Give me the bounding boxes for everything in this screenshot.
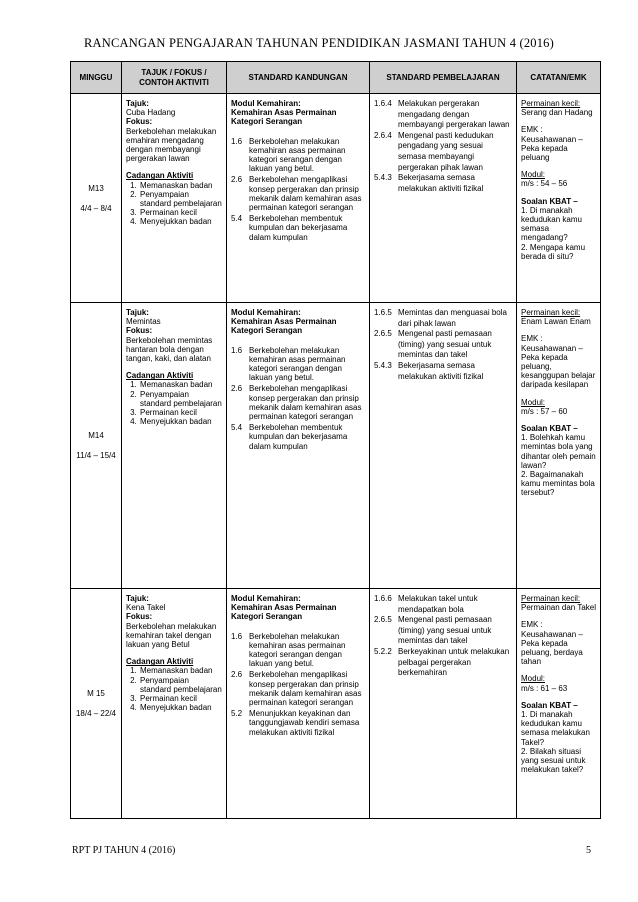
fokus-label: Fokus: xyxy=(126,612,153,622)
week-number: M 15 xyxy=(87,689,105,698)
fokus-label: Fokus: xyxy=(126,117,153,127)
modul-title: Kemahiran Asas Permainan Kategori Serangan xyxy=(231,317,337,336)
list-item: 3. Permainan kecil xyxy=(139,694,222,703)
sk-code: 5.4 xyxy=(231,423,243,433)
sp-code: 5.4.3 xyxy=(374,360,392,370)
emk-text: Keusahawanan – Peka kepada peluang xyxy=(521,134,583,163)
tajuk-text: Kena Takel xyxy=(126,603,166,613)
sp-item xyxy=(374,308,512,329)
sk-text: Berkebolehan melakukan kemahiran asas permainan kategori serangan dengan lakuan yang betul. xyxy=(249,345,346,383)
permainan-label: Permainan kecil: xyxy=(521,594,581,603)
catatan-cell xyxy=(517,589,601,819)
sp-code: 1.6.6 xyxy=(374,594,392,603)
tajuk-text: Memintas xyxy=(126,317,161,327)
permainan-text: Enam Lawan Enam xyxy=(521,317,591,327)
sp-text: Memintas dan menguasai bola dari pihak lawan xyxy=(398,308,507,328)
permainan-label: Permainan kecil: xyxy=(521,99,581,108)
table-row xyxy=(71,303,601,589)
kbat-question: 1. Bolehkah kamu memintas bola yang dihantar oleh pemain lawan? xyxy=(521,433,596,470)
page-number: 5 xyxy=(586,845,591,856)
catatan-cell xyxy=(517,94,601,303)
sp-code: 2.6.4 xyxy=(374,130,392,140)
list-item: 2. Penyampaian standard pembelajaran xyxy=(139,190,222,208)
sk-code: 2.6 xyxy=(231,175,243,185)
sk-text: Berkebolehan mengaplikasi konsep pergerakan dan prinsip mekanik dalam kemahiran asas permainan kategori serangan xyxy=(249,384,362,422)
tajuk-label: Tajuk: xyxy=(126,99,149,108)
sp-text: Mengenal pasti pemasaan (timing) yang sesuai untuk memintas dan takel xyxy=(398,615,492,646)
sk-text: Berkebolehan mengaplikasi konsep pergerakan dan prinsip mekanik dalam kemahiran asas permainan kategori serangan xyxy=(249,670,362,708)
cadangan-label: Cadangan Aktiviti xyxy=(126,171,194,181)
sp-code: 5.2.2 xyxy=(374,646,392,656)
standard-pembelajaran-cell xyxy=(370,589,517,819)
header-tajuk: TAJUK / FOKUS / CONTOH AKTIVITI xyxy=(122,62,227,94)
sk-code: 2.6 xyxy=(231,670,243,680)
week-cell xyxy=(71,94,122,303)
list-item: 1. Memanaskan badan xyxy=(139,666,222,675)
emk-label: EMK : xyxy=(521,334,543,344)
sp-item xyxy=(374,99,512,131)
sp-text: Bekerjasama semasa melakukan aktiviti fizikal xyxy=(398,173,484,193)
sp-code: 2.6.5 xyxy=(374,329,392,339)
header-standard-pembelajaran: STANDARD PEMBELAJARAN xyxy=(370,62,517,94)
sp-code: 2.6.5 xyxy=(374,615,392,625)
kbat-label: Soalan KBAT – xyxy=(521,700,578,710)
tajuk-label: Tajuk: xyxy=(126,308,149,317)
week-dates: 4/4 – 8/4 xyxy=(80,203,112,213)
modul-label: Modul Kemahiran: xyxy=(231,99,301,108)
sp-item xyxy=(374,329,512,361)
emk-label: EMK : xyxy=(521,125,543,135)
list-item: 3. Permainan kecil xyxy=(139,408,222,417)
header-catatan: CATATAN/EMK xyxy=(517,62,601,94)
modul-ref-label: Modul: xyxy=(521,170,546,180)
sp-text: Melakukan takel untuk mendapatkan bola xyxy=(398,594,478,614)
kbat-label: Soalan KBAT – xyxy=(521,196,578,206)
sp-item xyxy=(374,173,512,194)
list-item: 4. Menyejukkan badan xyxy=(139,703,222,712)
standard-kandungan-cell xyxy=(227,94,370,303)
modul-label: Modul Kemahiran: xyxy=(231,308,301,317)
cadangan-label: Cadangan Aktiviti xyxy=(126,657,194,667)
modul-title: Kemahiran Asas Permainan Kategori Serangan xyxy=(231,603,337,622)
week-cell xyxy=(71,589,122,819)
sp-item xyxy=(374,647,512,679)
sk-item xyxy=(231,346,365,383)
sk-text: Menunjukkan keyakinan dan tanggungjawab kendiri semasa melakukan aktiviti fizikal xyxy=(249,709,360,737)
sk-item xyxy=(231,214,365,242)
standard-pembelajaran-cell xyxy=(370,94,517,303)
tajuk-label: Tajuk: xyxy=(126,594,149,603)
kbat-question: 1. Di manakah kedudukan kamu semasa melakukan Takel? xyxy=(521,710,590,747)
list-item: 4. Menyejukkan badan xyxy=(139,217,222,226)
modul-ref-label: Modul: xyxy=(521,397,546,407)
activity-list xyxy=(126,666,222,712)
modul-ref-text: m/s : 54 – 56 xyxy=(521,179,568,189)
sk-item xyxy=(231,384,365,421)
list-item: 1. Memanaskan badan xyxy=(139,380,222,389)
tajuk-text: Cuba Hadang xyxy=(126,108,176,118)
sp-code: 1.6.5 xyxy=(374,308,392,317)
fokus-text: Berkebolehan melakukan emahiran mengadang dengan membayangi pergerakan lawan xyxy=(126,126,217,164)
sk-item xyxy=(231,137,365,174)
kbat-question: 1. Di manakah kedudukan kamu semasa mengadang? xyxy=(521,205,582,243)
sp-item xyxy=(374,594,512,615)
sp-text: Berkeyakinan untuk melakukan pelbagai pergerakan berkemahiran xyxy=(398,646,510,678)
modul-ref-text: m/s : 61 – 63 xyxy=(521,683,568,693)
sp-item xyxy=(374,361,512,382)
sp-item xyxy=(374,131,512,173)
sk-text: Berkebolehan melakukan kemahiran asas permainan kategori serangan dengan lakuan yang betul. xyxy=(249,631,346,669)
list-item: 3. Permainan kecil xyxy=(139,208,222,217)
footer-document-label: RPT PJ TAHUN 4 (2016) xyxy=(72,845,176,856)
sp-code: 5.4.3 xyxy=(374,173,392,183)
tajuk-cell xyxy=(122,94,227,303)
modul-ref-label: Modul: xyxy=(521,674,546,684)
week-number: M13 xyxy=(88,183,104,193)
fokus-text: Berkebolehan melakukan kemahiran takel dengan lakuan yang Betul xyxy=(126,621,217,650)
fokus-label: Fokus: xyxy=(126,326,153,336)
fokus-text: Berkebolehan memintas hantaran bola dengan tangan, kaki, dan alatan xyxy=(126,335,213,364)
standard-kandungan-cell xyxy=(227,589,370,819)
sp-item xyxy=(374,615,512,647)
emk-text: Keusahawanan – Peka kepada peluang, kesanggupan belajar daripada kesilapan xyxy=(521,343,596,390)
sk-code: 1.6 xyxy=(231,345,243,355)
emk-text: Keusahawanan – Peka kepada peluang, berdaya tahan xyxy=(521,629,583,667)
sk-item xyxy=(231,709,365,737)
kbat-question: 2. Bilakah situasi yang sesuai untuk melakukan takel? xyxy=(521,746,586,775)
kbat-question: 2. Bagaimanakah kamu memintas bola tersebut? xyxy=(521,470,595,498)
list-item: 4. Menyejukkan badan xyxy=(139,417,222,426)
sk-code: 5.4 xyxy=(231,214,243,224)
tajuk-cell xyxy=(122,589,227,819)
sp-text: Mengenal pasti pemasaan (timing) yang sesuai untuk memintas dan takel xyxy=(398,329,492,360)
lesson-plan-table xyxy=(70,61,601,819)
list-item: 2. Penyampaian standard pembelajaran xyxy=(139,390,222,408)
list-item: 1. Memanaskan badan xyxy=(139,181,222,190)
sp-code: 1.6.4 xyxy=(374,99,392,108)
table-row xyxy=(71,94,601,303)
standard-pembelajaran-cell xyxy=(370,303,517,589)
permainan-label: Permainan kecil: xyxy=(521,308,581,317)
sk-code: 5.2 xyxy=(231,709,243,719)
emk-label: EMK : xyxy=(521,620,543,630)
modul-label: Modul Kemahiran: xyxy=(231,594,301,603)
week-dates: 18/4 – 22/4 xyxy=(75,709,117,718)
cadangan-label: Cadangan Aktiviti xyxy=(126,371,194,381)
catatan-cell xyxy=(517,303,601,589)
activity-list xyxy=(126,380,222,426)
sk-item xyxy=(231,175,365,212)
sp-text: Melakukan pergerakan mengadang dengan membayangi pergerakan lawan xyxy=(398,99,510,130)
modul-ref-text: m/s : 57 – 60 xyxy=(521,406,568,416)
sp-text: Mengenal pasti kedudukan pengadang yang sesuai semasa membayangi pergerakan pihak lawan xyxy=(398,130,494,172)
week-number: M14 xyxy=(88,431,104,440)
permainan-text: Permainan dan Takel xyxy=(521,603,597,613)
sk-item xyxy=(231,632,365,669)
week-cell xyxy=(71,303,122,589)
sk-item xyxy=(231,423,365,451)
activity-list xyxy=(126,181,222,227)
sk-text: Berkebolehan mengaplikasi konsep pergerakan dan prinsip mekanik dalam kemahiran asas permainan kategori serangan xyxy=(249,175,362,213)
modul-title: Kemahiran Asas Permainan Kategori Serangan xyxy=(231,108,337,127)
week-dates: 11/4 – 15/4 xyxy=(76,451,116,460)
sp-text: Bekerjasama semasa melakukan aktiviti fizikal xyxy=(398,360,484,381)
sk-code: 2.6 xyxy=(231,384,243,394)
sk-text: Berkebolehan membentuk kumpulan dan bekerjasama dalam kumpulan xyxy=(249,423,348,451)
header-standard-kandungan: STANDARD KANDUNGAN xyxy=(227,62,370,94)
table-row xyxy=(71,589,601,819)
sk-text: Berkebolehan melakukan kemahiran asas permainan kategori serangan dengan lakuan yang betul. xyxy=(249,136,346,174)
table-header-row xyxy=(71,62,601,94)
kbat-label: Soalan KBAT – xyxy=(521,424,578,434)
permainan-text: Serang dan Hadang xyxy=(521,108,593,118)
sk-text: Berkebolehan membentuk kumpulan dan bekerjasama dalam kumpulan xyxy=(249,214,348,242)
kbat-question: 2. Mengapa kamu berada di situ? xyxy=(521,242,586,261)
sk-code: 1.6 xyxy=(231,631,243,641)
tajuk-cell xyxy=(122,303,227,589)
sk-code: 1.6 xyxy=(231,136,243,146)
document-title: RANCANGAN PENGAJARAN TAHUNAN PENDIDIKAN JASMANI TAHUN 4 (2016) xyxy=(83,36,554,50)
sk-item xyxy=(231,670,365,707)
list-item: 2. Penyampaian standard pembelajaran xyxy=(139,676,222,694)
standard-kandungan-cell xyxy=(227,303,370,589)
header-minggu: MINGGU xyxy=(71,62,122,94)
